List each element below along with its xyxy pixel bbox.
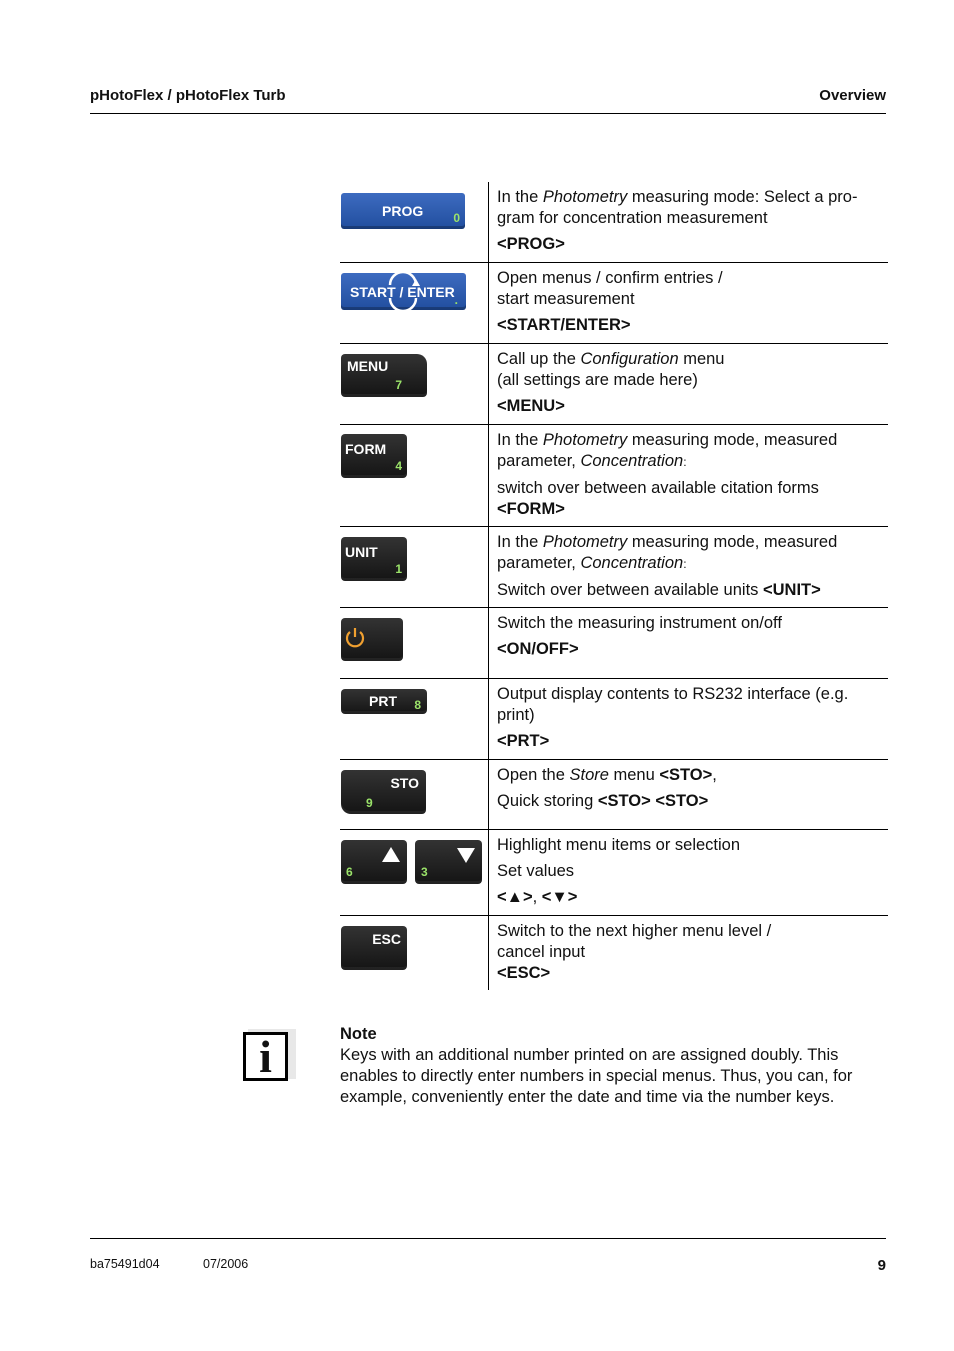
down-arrow-icon (456, 846, 476, 864)
footer-doc-id: ba75491d04 (90, 1257, 160, 1271)
page-number: 9 (877, 1257, 886, 1274)
down-key-icon: 3 (415, 840, 482, 884)
table-row: Switch the measuring instrument on/off <ON/OFF> (340, 608, 888, 679)
key-code: <PRT> (497, 732, 550, 750)
table-row: MENU 7 Call up the Configuration menu (all settings are made here) <MENU> (340, 344, 888, 425)
note-text: Keys with an additional number printed on are assigned doubly. This enables to directly enter numbers in special menus. Thus, you can, for example, conveniently enter the date and time via the number keys. (340, 1046, 853, 1106)
key-code: <▲> (497, 888, 533, 906)
table-row: STO 9 Open the Store menu <STO>, Quick storing <STO> <STO> (340, 760, 888, 830)
note-block (340, 1024, 886, 1108)
on-off-key-icon (341, 618, 403, 661)
key-code: <STO> (659, 766, 713, 784)
esc-key-icon: ESC (341, 926, 407, 970)
key-code: <▼> (541, 888, 578, 906)
key-code: <START/ENTER> (497, 316, 631, 334)
key-table (340, 182, 888, 990)
header-rule (90, 113, 886, 114)
table-row: UNIT 1 In the Photometry measuring mode, measured parameter, Concentration: Switch over between available units <UNIT> (340, 527, 888, 608)
key-code: <ESC> (497, 964, 551, 982)
key-code: <FORM> (497, 500, 565, 518)
running-header-section: Overview (819, 87, 886, 104)
up-arrow-icon (381, 846, 401, 864)
start-enter-key-icon: START / ENTER . (341, 273, 466, 310)
unit-key-icon: UNIT 1 (341, 537, 407, 581)
up-key-icon: 6 (341, 840, 407, 884)
prog-key-icon: PROG 0 (341, 193, 465, 229)
menu-key-icon: MENU 7 (341, 354, 427, 397)
table-row: PRT 8 Output display contents to RS232 interface (e.g. print) <PRT> (340, 679, 888, 760)
table-row: PROG 0 In the Photometry measuring mode: Select a pro- gram for concentration measurement <PROG> (340, 182, 888, 263)
key-code: <MENU> (497, 397, 565, 415)
form-key-icon: FORM 4 (341, 434, 407, 478)
footer-rule (90, 1238, 886, 1239)
running-header-title: pHotoFlex / pHotoFlex Turb (90, 87, 286, 104)
prt-key-icon: PRT 8 (341, 689, 427, 714)
table-row: ESC Switch to the next higher menu level / cancel input <ESC> (340, 916, 888, 991)
key-code: <ON/OFF> (497, 640, 579, 658)
table-row: 6 3 Highlight menu items or selection Set values <▲>, <▼> (340, 830, 888, 916)
key-code: <PROG> (497, 235, 565, 253)
note-title: Note (340, 1025, 377, 1043)
key-code: <STO> <STO> (597, 792, 709, 810)
info-icon: i (243, 1032, 288, 1081)
sto-key-icon: STO 9 (341, 770, 426, 814)
footer-date: 07/2006 (203, 1257, 249, 1271)
key-code: <UNIT> (762, 581, 821, 599)
table-row: FORM 4 In the Photometry measuring mode, measured parameter, Concentration: switch over between available citation forms <FORM> (340, 425, 888, 527)
power-icon (344, 626, 366, 648)
table-row: START / ENTER . Open menus / confirm entries / start measurement <START/ENTER> (340, 263, 888, 344)
